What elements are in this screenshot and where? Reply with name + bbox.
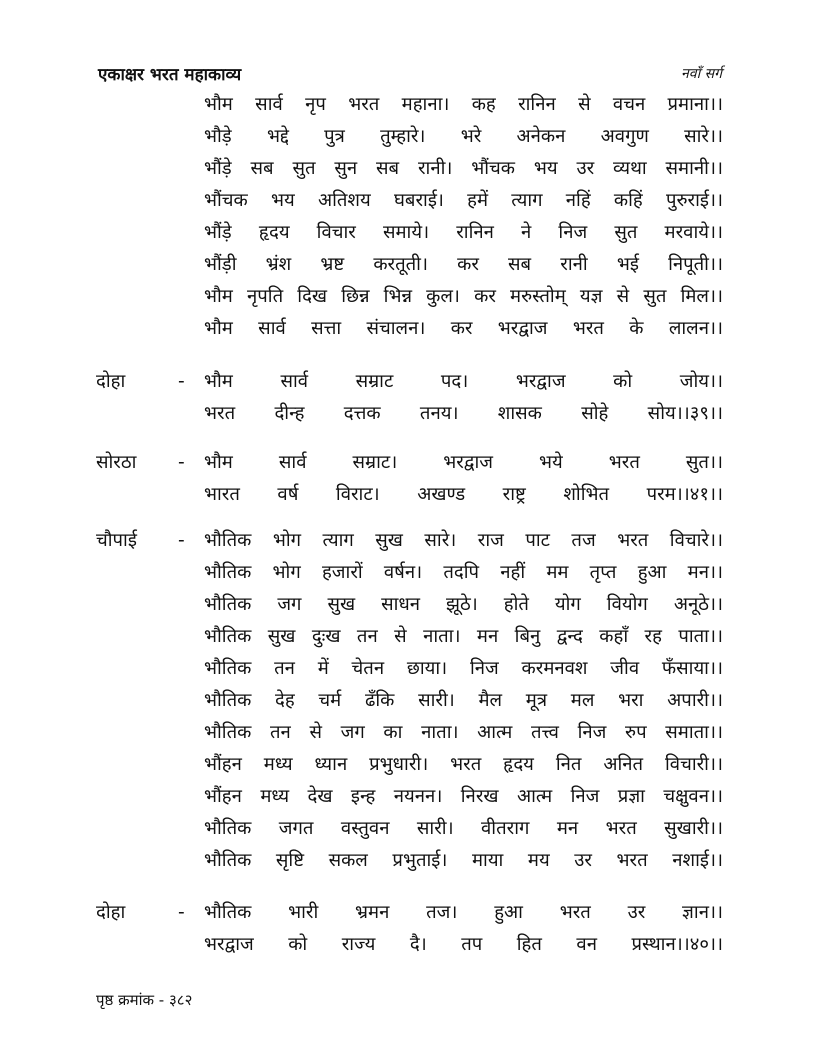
soratha-label: सोरठा: [96, 452, 137, 473]
label-dash: -: [178, 452, 185, 473]
chaupai-line: भौतिक जग सुख साधन झूठे। होते योग वियोग अनूठे।।: [204, 594, 723, 615]
verse-line: भौम नृपति दिख छिन्न भिन्न कुल। कर मरुस्तोम् यज्ञ से सुत मिल।।: [204, 286, 723, 307]
label-dash: -: [178, 902, 185, 923]
chaupai-line: भौतिक भोग हजारों वर्षन। तदपि नहीं मम तृप्त हुआ मन।।: [204, 562, 723, 583]
doha-line: भरद्वाज को राज्य दै। तप हित वन प्रस्थान।।४०।।: [204, 934, 723, 955]
chaupai-label: चौपाई: [96, 530, 137, 551]
label-dash: -: [178, 371, 185, 392]
chaupai-line: भौतिक जगत वस्तुवन सारी। वीतराग मन भरत सुखारी।।: [204, 818, 723, 839]
verse-line: भौंड़ी भ्रंश भ्रष्ट करतूती। कर सब रानी भई निपूती।।: [204, 254, 723, 275]
chaupai-line: भौतिक तन से जग का नाता। आत्म तत्त्व निज रुप समाता।।: [204, 722, 723, 743]
chaupai-line: भौंहन मध्य ध्यान प्रभुधारी। भरत हृदय नित अनित विचारी।।: [204, 754, 723, 775]
verse-line: भौड़े भद्दे पुत्र तुम्हारे। भरे अनेकन अवगुण सारे।।: [204, 126, 723, 147]
verse-line: भौंड़े हृदय विचार समाये। रानिन ने निज सुत मरवाये।।: [204, 222, 723, 243]
page-number: पृष्ठ क्रमांक - ३८२: [96, 991, 193, 1009]
chaupai-line: भौतिक सुख दुःख तन से नाता। मन बिनु द्वन्द कहाँ रह पाता।।: [204, 626, 723, 647]
verse-line: भौम सार्व सत्ता संचालन। कर भरद्वाज भरत के लालन।।: [204, 318, 723, 339]
doha-line: भरत दीन्ह दत्तक तनय। शासक सोहे सोय।।३९।।: [204, 403, 723, 424]
chaupai-line: भौतिक भोग त्याग सुख सारे। राज पाट तज भरत विचारे।।: [204, 530, 723, 551]
chaupai-line: भौतिक सृष्टि सकल प्रभुताई। माया मय उर भरत नशाई।।: [204, 850, 723, 871]
doha-line: भौतिक भारी भ्रमन तज। हुआ भरत उर ज्ञान।।: [204, 902, 723, 923]
verse-line: भौंड़े सब सुत सुन सब रानी। भौंचक भय उर व्यथा समानी।।: [204, 158, 723, 179]
doha-label: दोहा: [96, 902, 126, 923]
chaupai-line: भौंहन मध्य देख इन्ह नयनन। निरख आत्म निज प्रज्ञा चक्षुवन।।: [204, 786, 723, 807]
doha-label: दोहा: [96, 371, 126, 392]
chaupai-line: भौतिक तन में चेतन छाया। निज करमनवश जीव फँसाया।।: [204, 658, 723, 679]
verse-line: भौम सार्व नृप भरत महाना। कह रानिन से वचन प्रमाना।।: [204, 94, 723, 115]
label-dash: -: [178, 530, 185, 551]
book-title: एकाक्षर भरत महाकाव्य: [98, 65, 242, 85]
chapter-title: नवाँ सर्ग: [681, 66, 722, 82]
soratha-line: भौम सार्व सम्राट। भरद्वाज भये भरत सुत।।: [204, 452, 723, 473]
doha-line: भौम सार्व सम्राट पद। भरद्वाज को जोय।।: [204, 371, 723, 392]
chaupai-line: भौतिक देह चर्म ढँकि सारी। मैल मूत्र मल भरा अपारी।।: [204, 690, 723, 711]
soratha-line: भारत वर्ष विराट। अखण्ड राष्ट्र शोभित परम।।४१।।: [204, 484, 723, 505]
verse-line: भौंचक भय अतिशय घबराई। हमें त्याग नहिं कहिं पुरुराई।।: [204, 190, 723, 211]
